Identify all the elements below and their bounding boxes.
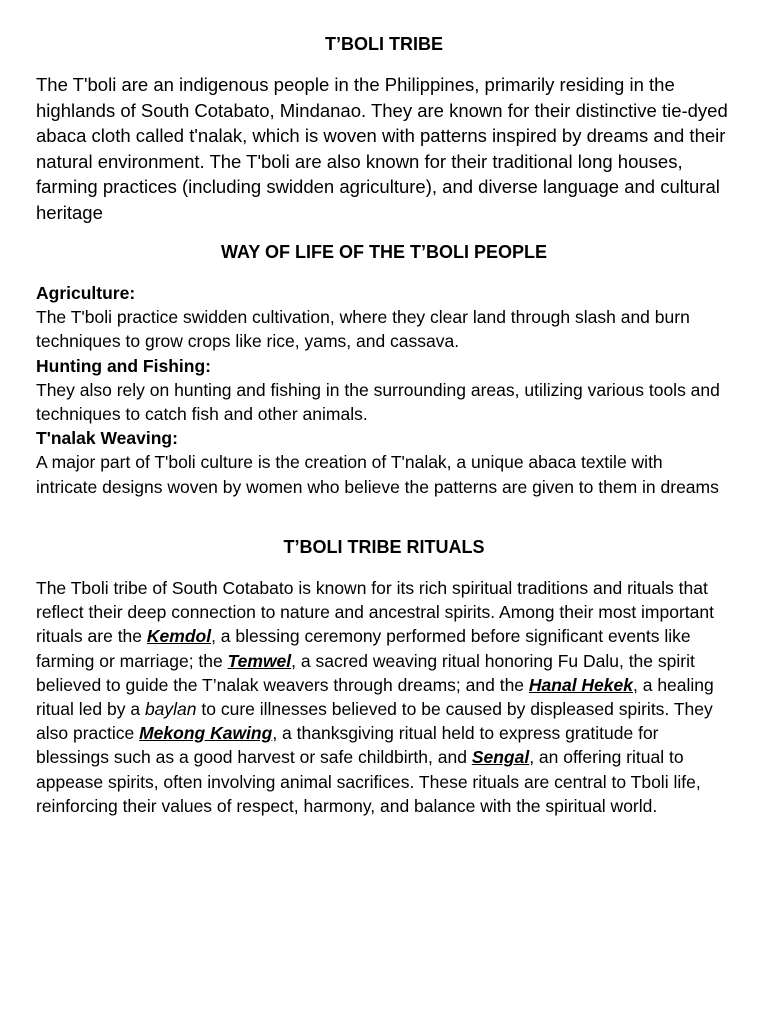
rituals-text: , a healing ritual led by a: [36, 674, 714, 720]
rituals-text: to cure illnesses believed to be caused by displeased spirits. They also practice: [36, 699, 713, 744]
ritual-sengal: Sengal: [471, 747, 530, 768]
way-of-life-title: WAY OF LIFE OF THE T’BOLI PEOPLE: [220, 242, 548, 262]
agriculture-text: The T'boli practice swidden cultivation, where they clear land through slash and burn techniques to grow crops like rice, yams, and cassava.: [36, 307, 690, 352]
rituals-text: The Tboli tribe of South Cotabato is known for its rich spiritual traditions and rituals that reflect their deep connection to nature and ancestral spirits. Among their most important rituals are the: [36, 578, 714, 647]
ritual-hanal-hekek: Hanal Hekek: [528, 674, 633, 695]
rituals-paragraph: [36, 576, 736, 818]
tboli-tribe-title: T’BOLI TRIBE: [325, 34, 443, 54]
ritual-temwel: Temwel: [227, 650, 292, 671]
baylan-term: baylan: [144, 699, 197, 720]
ritual-mekong-kawing: Mekong Kawing: [139, 723, 273, 744]
ritual-kemdol: Kemdol: [146, 626, 212, 647]
tnalak-weaving-text: A major part of T'boli culture is the creation of T'nalak, a unique abaca textile with intricate designs woven by women who believe the patterns are given to them in dreams: [36, 452, 719, 497]
rituals-text: , an offering ritual to appease spirits, often involving animal sacrifices. These rituals are central to Tboli life, reinforcing their values of respect, harmony, and balance with the spiritual world.: [36, 747, 701, 816]
intro-paragraph: The T'boli are an indigenous people in the Philippines, primarily residing in the highlands of South Cotabato, Mindanao. They are known for their distinctive tie-dyed abaca cloth called t'nalak, which is woven with patterns inspired by dreams and their natural environment. The T'boli are also known for their traditional long houses, farming practices (including swidden agriculture), and diverse language and cultural heritage: [36, 74, 728, 223]
hunting-fishing-text: They also rely on hunting and fishing in the surrounding areas, utilizing various tools and techniques to catch fish and other animals.: [36, 379, 720, 425]
rituals-text: , a blessing ceremony performed before significant events like farming or marriage; the: [36, 626, 691, 671]
rituals-text: , a thanksgiving ritual held to express gratitude for blessings such as a good harvest or safe childbirth, and: [36, 723, 659, 768]
rituals-text: , a sacred weaving ritual honoring Fu Dalu, the spirit believed to guide the T’nalak weavers through dreams; and the: [36, 650, 695, 695]
way-of-life-list: [36, 281, 726, 499]
hunting-fishing-heading: Hunting and Fishing:: [36, 355, 211, 376]
agriculture-heading: Agriculture:: [36, 283, 136, 303]
rituals-title: T’BOLI TRIBE RITUALS: [283, 537, 485, 557]
tnalak-weaving-heading: T'nalak Weaving:: [36, 428, 178, 449]
